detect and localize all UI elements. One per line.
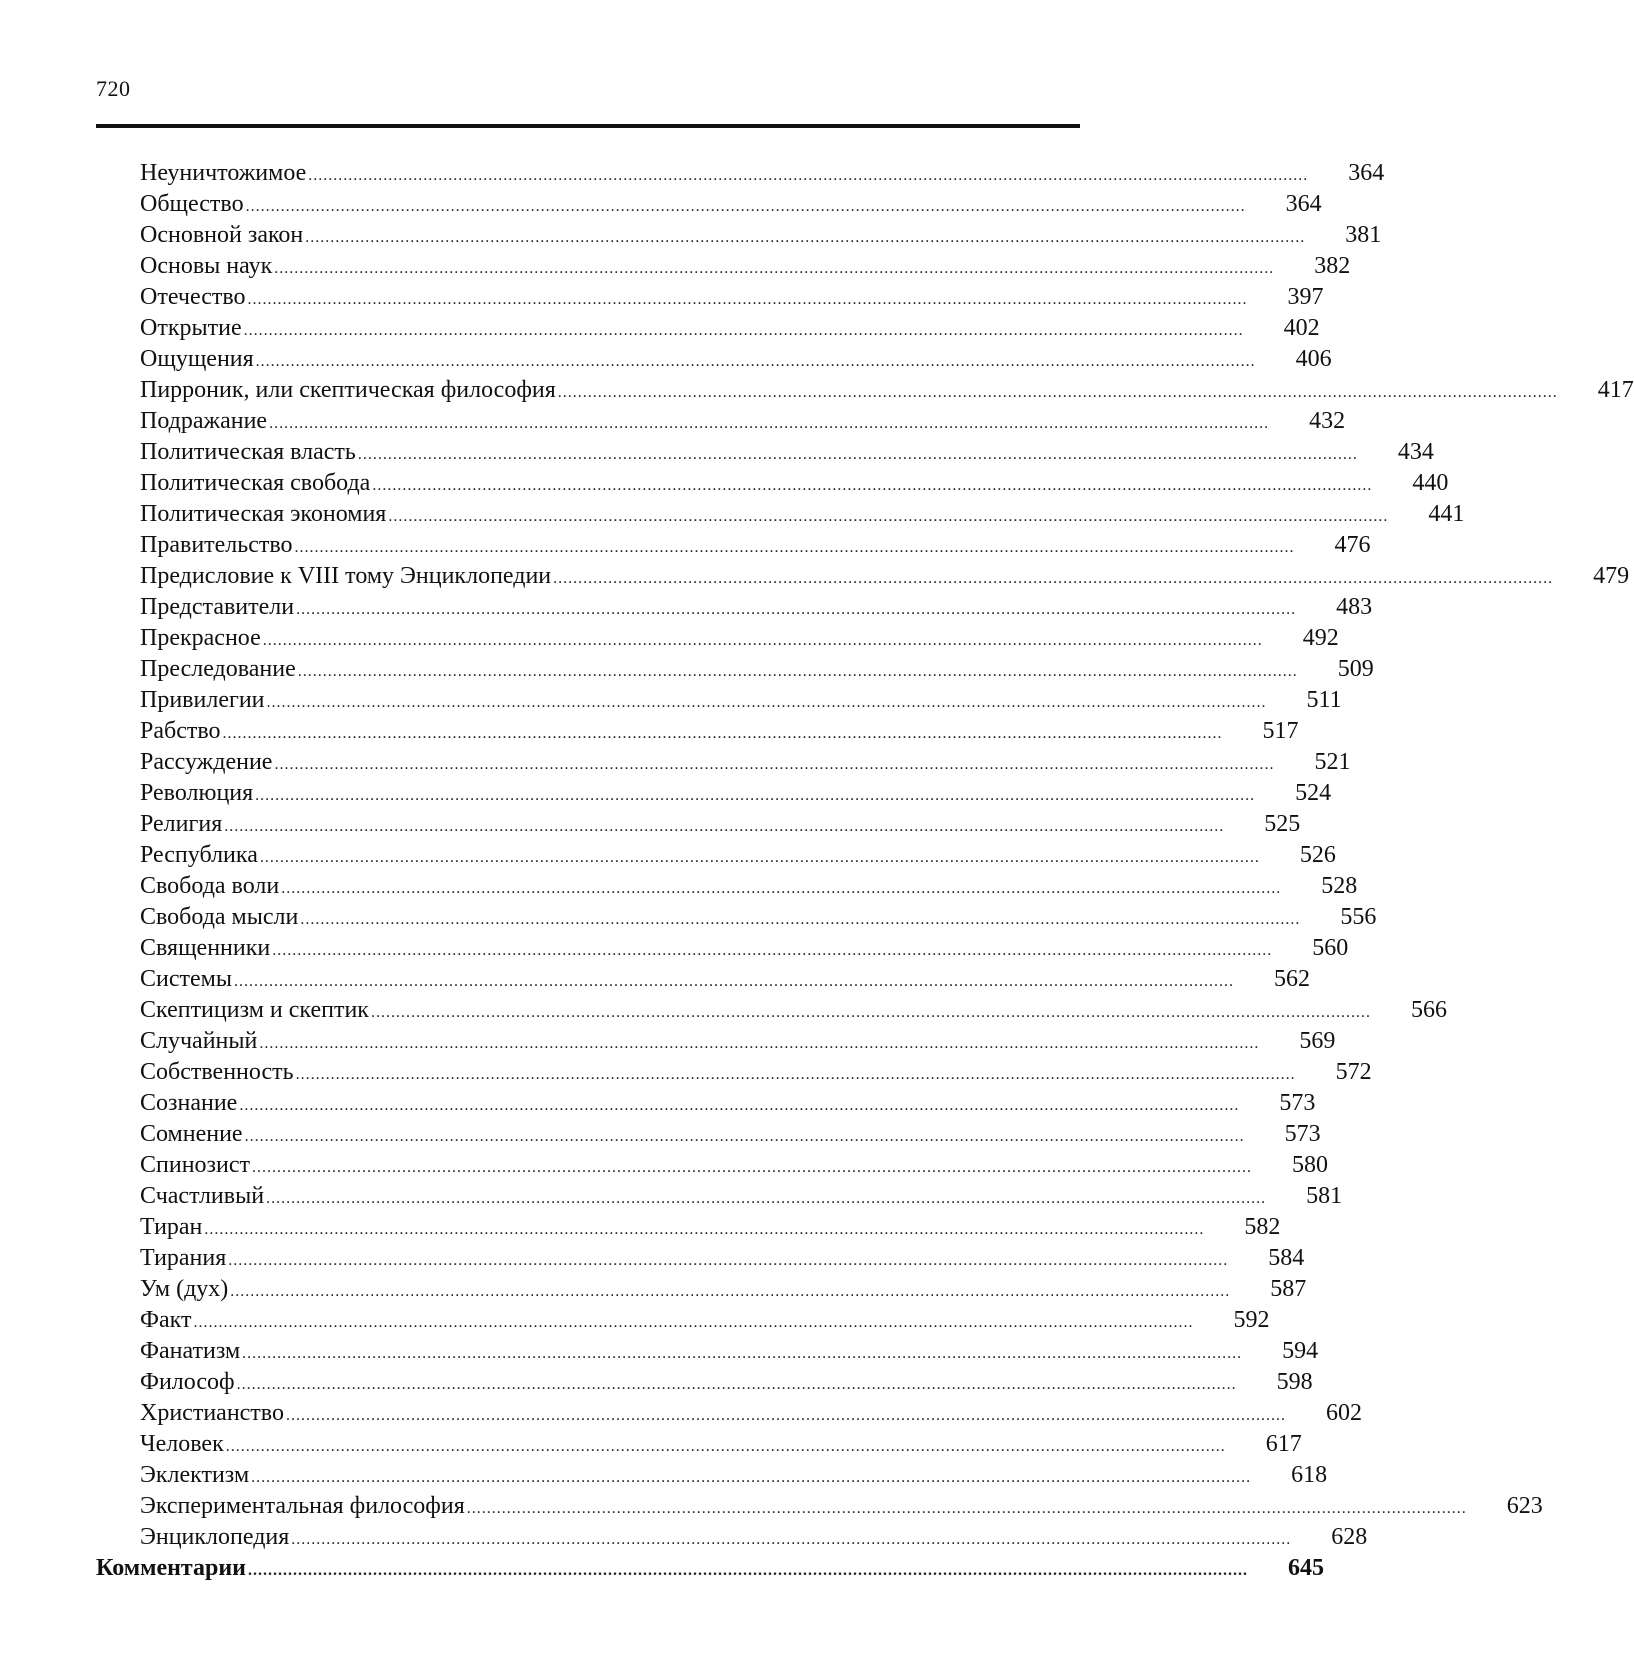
toc-entry-page: 524 (1295, 780, 1332, 806)
dot-leader: ........................................................................................................................................................................................................ (204, 1221, 1205, 1238)
toc-entry-page: 511 (1306, 687, 1342, 713)
toc-entry-title: Счастливый (140, 1183, 265, 1209)
toc-entry[interactable] (140, 282, 1324, 313)
toc-entry-page: 402 (1283, 315, 1320, 341)
dot-leader: ........................................................................................................................................................................................................ (291, 1531, 1292, 1548)
toc-entry[interactable] (140, 1460, 1328, 1491)
toc-entry-title: Энциклопедия (140, 1524, 290, 1550)
toc-entry[interactable] (140, 840, 1336, 871)
toc-entry-title: Свобода воли (140, 873, 280, 899)
dot-leader: ........................................................................................................................................................................................................ (266, 694, 1267, 711)
toc-entry-page: 434 (1397, 439, 1434, 465)
toc-entry-page: 492 (1302, 625, 1339, 651)
toc-entry[interactable] (140, 220, 1382, 251)
toc-entry[interactable] (140, 406, 1346, 437)
toc-entry[interactable] (140, 561, 1630, 592)
toc-entry-page: 397 (1287, 284, 1324, 310)
toc-entry-title: Свобода мысли (140, 904, 299, 930)
dot-leader: ........................................................................................................................................................................................................ (225, 1438, 1226, 1455)
header-rule (96, 124, 1080, 128)
toc-entry[interactable] (140, 158, 1385, 189)
toc-entry-title: Привилегии (140, 687, 265, 713)
toc-section-page: 645 (1288, 1555, 1325, 1581)
dot-leader: ........................................................................................................................................................................................................ (193, 1314, 1194, 1331)
toc-entry-page: 364 (1348, 160, 1385, 186)
dot-leader: ........................................................................................................................................................................................................ (262, 632, 1263, 649)
toc-entry-title: Предисловие к VIII тому Энциклопедии (140, 563, 552, 589)
toc-entry-page: 572 (1335, 1059, 1372, 1085)
toc-entry-title: Основной закон (140, 222, 304, 248)
toc-entry-page: 618 (1291, 1462, 1328, 1488)
toc-entry-page: 440 (1412, 470, 1449, 496)
dot-leader: ........................................................................................................................................................................................................ (296, 601, 1297, 618)
toc-entry[interactable] (140, 592, 1373, 623)
toc-entry-page: 432 (1309, 408, 1346, 434)
toc-entry-page: 479 (1593, 563, 1630, 589)
toc-entry-title: Политическая власть (140, 439, 356, 465)
dot-leader: ........................................................................................................................................................................................................ (255, 787, 1256, 804)
dot-leader: ........................................................................................................................................................................................................ (274, 260, 1275, 277)
dot-leader: ........................................................................................................................................................................................................ (259, 1035, 1260, 1052)
toc-entry-page: 406 (1295, 346, 1332, 372)
toc-entry-title: Сознание (140, 1090, 238, 1116)
toc-entry-page: 569 (1299, 1028, 1336, 1054)
dot-leader: ........................................................................................................................................................................................................ (245, 198, 1246, 215)
toc-entry[interactable] (140, 654, 1374, 685)
toc-entry-title: Факт (140, 1307, 192, 1333)
toc-entry-page: 381 (1345, 222, 1382, 248)
toc-entry-title: Ощущения (140, 346, 254, 372)
toc-entry[interactable] (140, 871, 1358, 902)
toc-entry-title: Сомнение (140, 1121, 243, 1147)
toc-entry-title: Священники (140, 935, 271, 961)
dot-leader: ........................................................................................................................................................................................................ (274, 756, 1275, 773)
toc-entry-page: 617 (1265, 1431, 1302, 1457)
toc-entry[interactable] (140, 1305, 1270, 1336)
dot-leader: ........................................................................................................................................................................................................ (308, 167, 1309, 184)
dot-leader: ........................................................................................................................................................................................................ (466, 1500, 1467, 1517)
toc-entry-title: Преследование (140, 656, 296, 682)
toc-entry-page: 594 (1282, 1338, 1319, 1364)
toc-entry-title: Скептицизм и скептик (140, 997, 369, 1023)
toc-entry[interactable] (140, 499, 1465, 530)
toc-entry[interactable] (140, 933, 1349, 964)
toc-entry[interactable] (140, 530, 1371, 561)
toc-entry-page: 560 (1312, 935, 1349, 961)
dot-leader: ........................................................................................................................................................................................................ (228, 1252, 1229, 1269)
dot-leader: ........................................................................................................................................................................................................ (281, 880, 1282, 897)
dot-leader: ........................................................................................................................................................................................................ (269, 415, 1270, 432)
toc-entry-page: 509 (1337, 656, 1374, 682)
toc-entry[interactable] (140, 189, 1322, 220)
toc-entry-title: Рассуждение (140, 749, 273, 775)
toc-entry-title: Республика (140, 842, 258, 868)
toc-entry-page: 476 (1334, 532, 1371, 558)
dot-leader: ........................................................................................................................................................................................................ (255, 353, 1256, 370)
dot-leader: ........................................................................................................................................................................................................ (297, 663, 1298, 680)
dot-leader: ........................................................................................................................................................................................................ (300, 911, 1301, 928)
toc-entry-page: 580 (1292, 1152, 1329, 1178)
dot-leader: ........................................................................................................................................................................................................ (236, 1376, 1237, 1393)
toc-entry[interactable] (140, 344, 1332, 375)
toc-entry[interactable] (140, 778, 1332, 809)
toc-entry[interactable] (140, 1212, 1281, 1243)
dot-leader: ........................................................................................................................................................................................................ (557, 384, 1558, 401)
toc-entry-title: Революция (140, 780, 254, 806)
dot-leader: ........................................................................................................................................................................................................ (294, 539, 1295, 556)
dot-leader: ........................................................................................................................................................................................................ (247, 291, 1248, 308)
dot-leader: ........................................................................................................................................................................................................ (239, 1097, 1240, 1114)
toc-entry-page: 526 (1299, 842, 1336, 868)
toc-entry-title: Отечество (140, 284, 246, 310)
toc-entry-page: 623 (1506, 1493, 1543, 1519)
toc-entry[interactable] (140, 1367, 1313, 1398)
dot-leader: ........................................................................................................................................................................................................ (266, 1190, 1267, 1207)
toc-section-entry[interactable] (96, 1553, 1325, 1584)
toc-entry-title: Случайный (140, 1028, 258, 1054)
toc-entry[interactable] (140, 1026, 1336, 1057)
toc-entry-title: Пирроник, или скептическая философия (140, 377, 556, 403)
toc-entry[interactable] (140, 1181, 1343, 1212)
dot-leader: ........................................................................................................................................................................................................ (222, 725, 1223, 742)
dot-leader: ........................................................................................................................................................................................................ (372, 477, 1373, 494)
dot-leader: ........................................................................................................................................................................................................ (224, 818, 1225, 835)
toc-entry[interactable] (140, 468, 1449, 499)
toc-entry-page: 556 (1340, 904, 1377, 930)
toc-entry[interactable] (140, 1150, 1329, 1181)
toc-entry-page: 592 (1233, 1307, 1270, 1333)
dot-leader: ........................................................................................................................................................................................................ (252, 1159, 1253, 1176)
toc-entry[interactable] (140, 251, 1351, 282)
toc-entry-title: Фанатизм (140, 1338, 241, 1364)
toc-entry-title: Представители (140, 594, 295, 620)
dot-leader: ........................................................................................................................................................................................................ (388, 508, 1389, 525)
toc-entry-page: 573 (1284, 1121, 1321, 1147)
toc-entry-page: 581 (1306, 1183, 1343, 1209)
toc-entry[interactable] (140, 747, 1351, 778)
toc-entry[interactable] (140, 995, 1447, 1026)
toc-entry-title: Политическая свобода (140, 470, 371, 496)
toc-entry-page: 364 (1285, 191, 1322, 217)
dot-leader: ........................................................................................................................................................................................................ (244, 1128, 1245, 1145)
dot-leader: ........................................................................................................................................................................................................ (230, 1283, 1231, 1300)
toc-entry-title: Правительство (140, 532, 293, 558)
toc-entry-page: 582 (1244, 1214, 1281, 1240)
toc-entry[interactable] (140, 1274, 1307, 1305)
toc-entry[interactable] (140, 1057, 1372, 1088)
toc-entry[interactable] (140, 1119, 1321, 1150)
dot-leader: ........................................................................................................................................................................................................ (242, 1345, 1243, 1362)
toc-entry-page: 587 (1270, 1276, 1307, 1302)
toc-entry[interactable] (140, 1088, 1316, 1119)
toc-entry-title: Политическая экономия (140, 501, 387, 527)
toc-entry[interactable] (140, 313, 1320, 344)
toc-entry[interactable] (140, 437, 1434, 468)
toc-entry-page: 598 (1276, 1369, 1313, 1395)
dot-leader: ........................................................................................................................................................................................................ (251, 1469, 1252, 1486)
toc-entry-page: 525 (1264, 811, 1301, 837)
dot-leader: ........................................................................................................................................................................................................ (370, 1004, 1371, 1021)
dot-leader: ........................................................................................................................................................................................................ (243, 322, 1244, 339)
toc-entry-page: 566 (1410, 997, 1447, 1023)
toc-entry[interactable] (140, 1336, 1319, 1367)
toc-entry[interactable] (140, 1491, 1543, 1522)
toc-entry-title: Прекрасное (140, 625, 261, 651)
toc-entry[interactable] (140, 964, 1310, 995)
toc-entry-title: Неуничтожимое (140, 160, 307, 186)
toc-entry-title: Собственность (140, 1059, 294, 1085)
dot-leader: ........................................................................................................................................................................................................ (305, 229, 1306, 246)
toc-entry-title: Экспериментальная философия (140, 1493, 465, 1519)
dot-leader: ........................................................................................................................................................................................................ (259, 849, 1260, 866)
toc-entry-page: 528 (1321, 873, 1358, 899)
toc-entry-page: 441 (1428, 501, 1465, 527)
toc-entry-title: Тиран (140, 1214, 203, 1240)
toc-entry-title: Открытие (140, 315, 242, 341)
dot-leader: ........................................................................................................................................................................................................ (357, 446, 1358, 463)
toc-entry-title: Христианство (140, 1400, 284, 1426)
toc-entry-title: Подражание (140, 408, 268, 434)
toc-entry-page: 483 (1336, 594, 1373, 620)
toc-entry-page: 584 (1268, 1245, 1305, 1271)
toc-entry-page: 521 (1314, 749, 1351, 775)
toc-entries (0, 158, 1634, 1553)
toc-entry-title: Эклектизм (140, 1462, 250, 1488)
dot-leader: ........................................................................................................................................................................................................ (295, 1066, 1296, 1083)
dot-leader: ........................................................................................................................................................................................................ (272, 942, 1273, 959)
toc-entry-title: Философ (140, 1369, 235, 1395)
toc-entry-page: 573 (1279, 1090, 1316, 1116)
page-number: 720 (96, 76, 131, 101)
toc-entry-title: Спинозист (140, 1152, 251, 1178)
dot-leader: ........................................................................................................................................................................................................ (553, 570, 1554, 587)
dot-leader: ........................................................................................................................................................................................................ (248, 1562, 1249, 1579)
toc-entry[interactable] (140, 1398, 1362, 1429)
toc-entry-page: 602 (1325, 1400, 1362, 1426)
dot-leader: ........................................................................................................................................................................................................ (233, 973, 1234, 990)
toc-entry-title: Ум (дух) (140, 1276, 229, 1302)
toc-entry-title: Человек (140, 1431, 224, 1457)
toc-entry-page: 417 (1597, 377, 1634, 403)
dot-leader: ........................................................................................................................................................................................................ (285, 1407, 1286, 1424)
toc-entry-title: Общество (140, 191, 244, 217)
toc-entry-page: 628 (1331, 1524, 1368, 1550)
toc-entry[interactable] (140, 1522, 1368, 1553)
toc-entry-title: Основы наук (140, 253, 273, 279)
toc-entry[interactable] (140, 1429, 1302, 1460)
toc-entry-page: 382 (1314, 253, 1351, 279)
toc-entry[interactable] (140, 902, 1377, 933)
toc-entry[interactable] (140, 375, 1634, 406)
toc-section-title: Комментарии (96, 1555, 247, 1581)
toc-entry[interactable] (140, 716, 1299, 747)
toc-entry-title: Религия (140, 811, 223, 837)
toc-entry[interactable] (140, 685, 1342, 716)
toc-entry-title: Тирания (140, 1245, 227, 1271)
table-of-contents (0, 158, 1634, 1584)
toc-entry-page: 517 (1262, 718, 1299, 744)
toc-entry[interactable] (140, 809, 1301, 840)
toc-entry[interactable] (140, 1243, 1305, 1274)
toc-entry-title: Системы (140, 966, 232, 992)
toc-entry-title: Рабство (140, 718, 221, 744)
toc-entry-page: 562 (1273, 966, 1310, 992)
toc-entry[interactable] (140, 623, 1339, 654)
